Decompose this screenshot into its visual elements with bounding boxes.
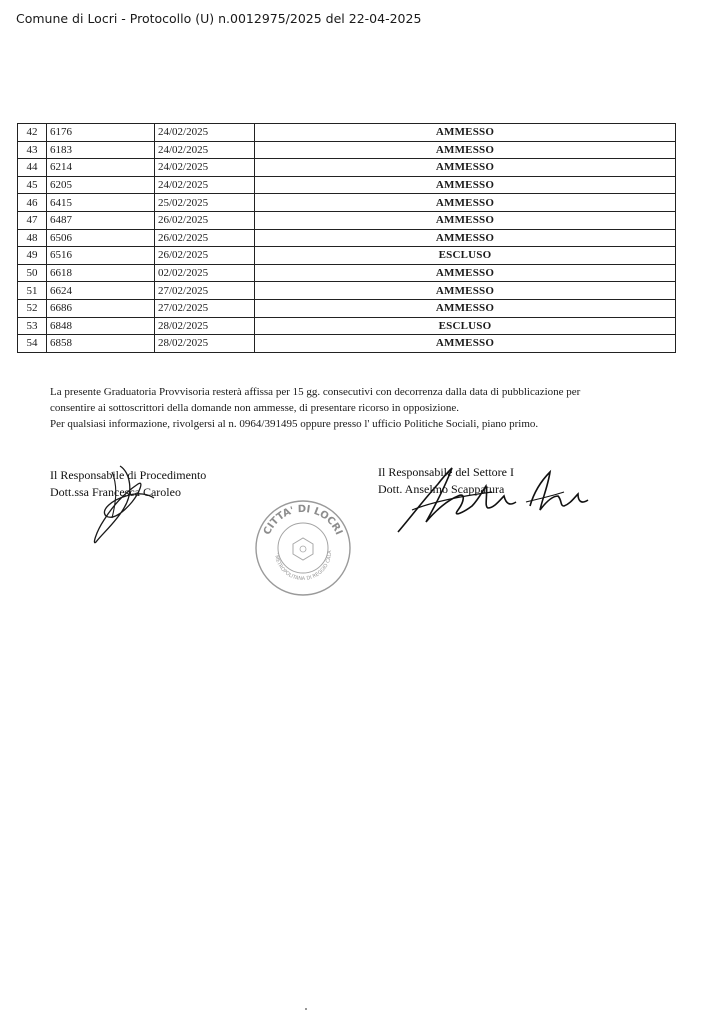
row-number: 43 <box>18 141 47 159</box>
admission-status: AMMESSO <box>255 194 676 212</box>
protocol-number: 6858 <box>47 335 155 353</box>
protocol-number: 6176 <box>47 124 155 142</box>
admission-status: AMMESSO <box>255 229 676 247</box>
protocol-number: 6506 <box>47 229 155 247</box>
row-number: 46 <box>18 194 47 212</box>
protocol-number: 6487 <box>47 211 155 229</box>
handwritten-signature-left <box>82 462 162 548</box>
admission-status: AMMESSO <box>255 141 676 159</box>
admission-status: AMMESSO <box>255 335 676 353</box>
table-row <box>18 317 676 335</box>
row-number: 44 <box>18 159 47 177</box>
protocol-number: 6624 <box>47 282 155 300</box>
notice-line-3: Per qualsiasi informazione, rivolgersi al n. 0964/391495 oppure presso l' ufficio Politiche Sociali, piano primo. <box>50 418 539 430</box>
row-number: 54 <box>18 335 47 353</box>
protocol-number: 6848 <box>47 317 155 335</box>
table-row <box>18 176 676 194</box>
submission-date: 28/02/2025 <box>155 335 255 353</box>
submission-date: 25/02/2025 <box>155 194 255 212</box>
table-row <box>18 141 676 159</box>
notice-block <box>50 384 670 432</box>
table-row <box>18 335 676 353</box>
page-dot <box>305 1008 307 1010</box>
row-number: 53 <box>18 317 47 335</box>
protocol-number: 6214 <box>47 159 155 177</box>
table-row <box>18 229 676 247</box>
submission-date: 24/02/2025 <box>155 124 255 142</box>
table-row <box>18 194 676 212</box>
table-row <box>18 247 676 265</box>
table-row <box>18 282 676 300</box>
admission-status: ESCLUSO <box>255 247 676 265</box>
protocol-number: 6415 <box>47 194 155 212</box>
city-seal-stamp <box>253 498 353 598</box>
admission-status: AMMESSO <box>255 282 676 300</box>
notice-line-1: La presente Graduatoria Provvisoria resterà affissa per 15 gg. consecutivi con decorrenza dalla data di pubblicazione per <box>50 386 581 398</box>
protocol-number: 6183 <box>47 141 155 159</box>
protocol-header: Comune di Locri - Protocollo (U) n.0012975/2025 del 22-04-2025 <box>16 11 422 26</box>
ranking-table-body <box>18 124 676 353</box>
sector-role: Il Responsabile del Settore I <box>378 465 514 479</box>
submission-date: 26/02/2025 <box>155 247 255 265</box>
protocol-number: 6516 <box>47 247 155 265</box>
admission-status: AMMESSO <box>255 211 676 229</box>
stamp-inner-text: ' METROPOLITANA DI REGGIO CALA <box>273 550 334 583</box>
stamp-top-text: CITTA' DI LOCRI <box>261 503 345 537</box>
handwritten-signature-right <box>392 462 592 538</box>
admission-status: ESCLUSO <box>255 317 676 335</box>
row-number: 42 <box>18 124 47 142</box>
submission-date: 24/02/2025 <box>155 141 255 159</box>
row-number: 51 <box>18 282 47 300</box>
procedure-role: Il Responsabile di Procedimento <box>50 468 207 482</box>
row-number: 48 <box>18 229 47 247</box>
submission-date: 24/02/2025 <box>155 176 255 194</box>
row-number: 47 <box>18 211 47 229</box>
table-row <box>18 124 676 142</box>
submission-date: 26/02/2025 <box>155 211 255 229</box>
notice-line-2: consentire ai sottoscrittori della domande non ammesse, di presentare ricorso in opposizione. <box>50 402 460 414</box>
submission-date: 24/02/2025 <box>155 159 255 177</box>
protocol-number: 6618 <box>47 264 155 282</box>
submission-date: 28/02/2025 <box>155 317 255 335</box>
submission-date: 27/02/2025 <box>155 299 255 317</box>
sector-name: Dott. Anselmo Scappatura <box>378 482 505 496</box>
admission-status: AMMESSO <box>255 159 676 177</box>
admission-status: AMMESSO <box>255 176 676 194</box>
table-row <box>18 211 676 229</box>
row-number: 52 <box>18 299 47 317</box>
table-row <box>18 159 676 177</box>
table-row <box>18 264 676 282</box>
row-number: 50 <box>18 264 47 282</box>
admission-status: AMMESSO <box>255 264 676 282</box>
submission-date: 27/02/2025 <box>155 282 255 300</box>
submission-date: 26/02/2025 <box>155 229 255 247</box>
table-row <box>18 299 676 317</box>
ranking-table <box>17 123 676 353</box>
submission-date: 02/02/2025 <box>155 264 255 282</box>
protocol-number: 6205 <box>47 176 155 194</box>
procedure-name: Dott.ssa Francesca Caroleo <box>50 485 181 499</box>
row-number: 45 <box>18 176 47 194</box>
row-number: 49 <box>18 247 47 265</box>
admission-status: AMMESSO <box>255 299 676 317</box>
protocol-number: 6686 <box>47 299 155 317</box>
admission-status: AMMESSO <box>255 124 676 142</box>
